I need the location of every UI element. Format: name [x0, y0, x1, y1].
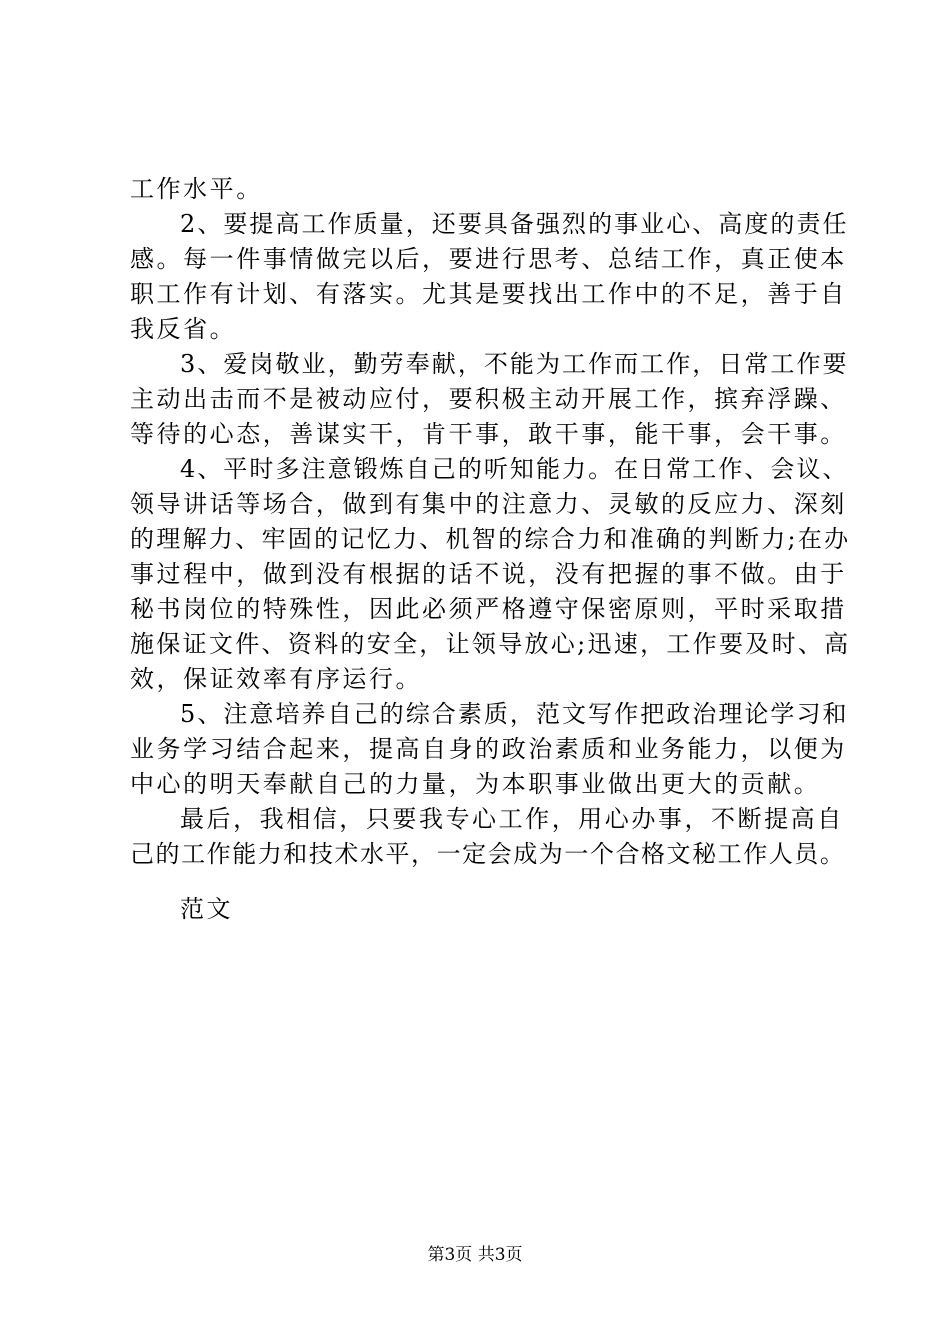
- paragraph-line: 最后，我相信，只要我专心工作，用心办事，不断提高自: [180, 805, 844, 833]
- paragraph-line: 的理解力、牢固的记忆力、机智的综合力和准确的判断力;在办: [130, 525, 851, 553]
- paragraph-line: 工作水平。: [130, 175, 263, 203]
- paragraph-line: 己的工作能力和技术水平，一定会成为一个合格文秘工作人员。: [130, 840, 846, 868]
- paragraph-line: 职工作有计划、有落实。尤其是要找出工作中的不足，善于自: [130, 280, 847, 308]
- paragraph-line: 感。每一件事情做完以后，要进行思考、总结工作，真正使本: [130, 245, 847, 273]
- paragraph-line: 3、爱岗敬业，勤劳奉献，不能为工作而工作，日常工作要: [180, 350, 849, 378]
- paragraph-line: 5、注意培养自己的综合素质，范文写作把政治理论学习和: [180, 700, 849, 728]
- paragraph-line: 中心的明天奉献自己的力量，为本职事业做出更大的贡献。: [130, 770, 821, 798]
- paragraph-line: 主动出击而不是被动应付，要积极主动开展工作，摈弃浮躁、: [130, 385, 847, 413]
- paragraph-line: 4、平时多注意锻炼自己的听知能力。在日常工作、会议、: [180, 455, 849, 483]
- paragraph-line: 施保证文件、资料的安全，让领导放心;迅速，工作要及时、高: [130, 630, 851, 658]
- paragraph-line: 2、要提高工作质量，还要具备强烈的事业心、高度的责任: [180, 210, 849, 238]
- page-number-footer: 第3页 共3页: [427, 1245, 523, 1265]
- paragraph-line: 等待的心态，善谋实干，肯干事，敢干事，能干事，会干事。: [130, 420, 847, 448]
- paragraph-line: 业务学习结合起来，提高自身的政治素质和业务能力，以便为: [130, 735, 847, 763]
- signoff-text: 范文: [180, 895, 233, 923]
- paragraph-line: 秘书岗位的特殊性，因此必须严格遵守保密原则，平时采取措: [130, 595, 847, 623]
- paragraph-line: 效，保证效率有序运行。: [130, 665, 423, 693]
- paragraph-line: 事过程中，做到没有根据的话不说，没有把握的事不做。由于: [130, 560, 847, 588]
- paragraph-line: 我反省。: [130, 315, 237, 343]
- paragraph-line: 领导讲话等场合，做到有集中的注意力、灵敏的反应力、深刻: [130, 490, 847, 518]
